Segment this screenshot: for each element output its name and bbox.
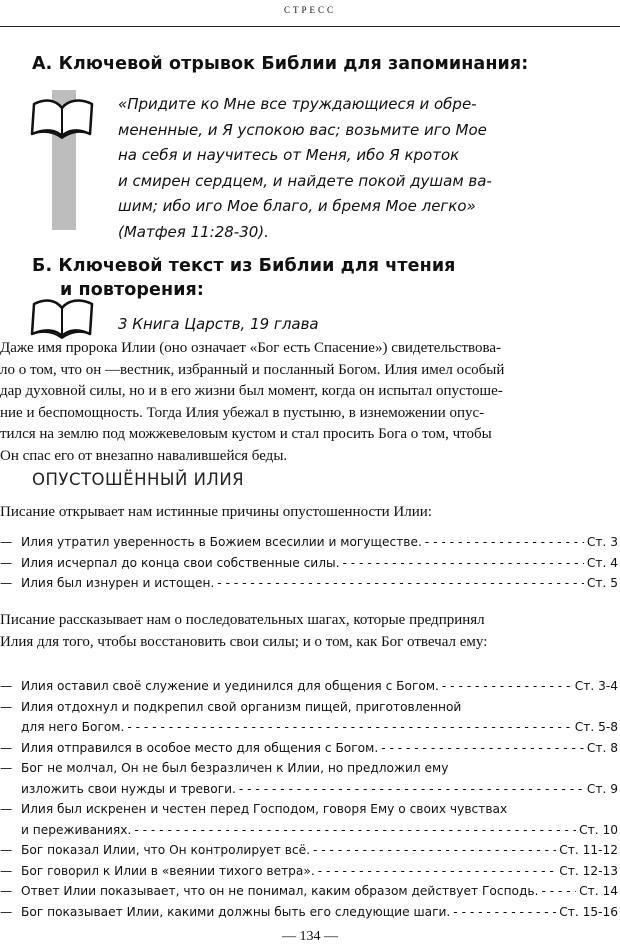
verse-line: «Придите ко Мне все труждающиеся и обре- <box>118 95 477 113</box>
list-item: — Ответ Илии показывает, что он не понимал, каким образом действует Господь. - - - Ст. 14 <box>0 881 618 902</box>
intro-line: Он спас его от внезапно навалившейся беды. <box>0 447 288 464</box>
list-item-text: Бог показал Илии, что Он контролирует всё. <box>21 843 310 857</box>
open-book-icon <box>26 294 98 344</box>
list-item: — Илия был изнурен и истощен. - - - Ст. 5 <box>0 573 618 594</box>
list-item: — Бог показал Илии, что Он контролирует всё. - - - Ст. 11-12 <box>0 840 618 861</box>
verse-ref: Ст. 5 <box>586 576 618 590</box>
list-item-text: Илия отправился в особое место для общения с Богом. <box>21 740 379 755</box>
verse-line: мененные, и Я успокою вас; возьмите иго Мое <box>118 120 487 139</box>
causes-list <box>0 532 618 594</box>
list-item: — Илия исчерпал до конца свои собственные силы. - - - Ст. 4 <box>0 553 618 574</box>
list-item-text: Бог говорил к Илии в «веянии тихого ветра». <box>21 863 315 878</box>
list-item <box>0 717 618 738</box>
list-item-first-line: — Бог не молчал, Он не был безразличен к Илии, но предложил ему <box>0 758 618 779</box>
list-item-text: Илия оставил своё служение и уединился для общения с Богом. <box>21 679 439 693</box>
steps-list <box>0 676 618 922</box>
list-item-text: и переживаниях. <box>21 822 132 837</box>
verse-line: шим; ибо иго Мое благо, и бремя Мое легко» <box>118 197 476 215</box>
verse-ref: Ст. 3 <box>586 535 618 549</box>
list-item: — Бог говорил к Илии в «веянии тихого ветра». - - - Ст. 12-13 <box>0 861 618 882</box>
list-item-text: Илия был изнурен и истощен. <box>21 576 215 590</box>
list-item-text: Ответ Илии показывает, что он не понимал, каким образом действует Господь. <box>21 884 539 898</box>
page-number: — 134 — <box>282 929 338 944</box>
verse-ref: Ст. 8 <box>586 740 618 755</box>
verse-line: и смирен сердцем, и найдете покой душам ва- <box>118 171 492 190</box>
intro-line: тился на землю под можжевеловым кустом и стал просить Бога о том, чтобы <box>0 426 492 442</box>
reading-reference: 3 Книга Царств, 19 глава <box>118 315 319 333</box>
list-item: — Бог показывает Илии, какими должны быть его следующие шаги. - - - Ст. 15-16 <box>0 902 618 923</box>
list-item-text: изложить свои нужды и тревоги. <box>21 781 236 796</box>
list-item-text: Бог не молчал, Он не был безразличен к Илии, но предложил ему <box>21 761 449 775</box>
list-item-first-line: — Илия был искренен и честен перед Господом, говоря Ему о своих чувствах <box>0 799 618 820</box>
section-b-heading-line2: и повторения: <box>60 280 204 300</box>
list-item: — Илия оставил своё служение и уединился для общения с Богом. - - - Ст. 3-4 <box>0 676 618 697</box>
list-item: — Илия отправился в особое место для общения с Богом. - - - Ст. 8 <box>0 738 618 759</box>
verse-ref: Ст. 9 <box>586 781 618 796</box>
steps-paragraph-line: Илия для того, чтобы восстановить свои силы; и о том, как Бог отвечал ему: <box>0 633 488 650</box>
list-item <box>0 820 618 841</box>
list-item-text: Бог показывает Илии, какими должны быть его следующие шаги. <box>21 904 451 919</box>
list-item <box>0 779 618 800</box>
intro-line: ло о том, что он —вестник, избранный и посланный Богом. Илия имел особый <box>0 361 505 378</box>
intro-line: дар духовной силы, но и в его жизни был момент, когда он испытал опустоше- <box>0 383 503 399</box>
section-a-heading: А. Ключевой отрывок Библии для запоминания: <box>32 54 529 74</box>
intro-line: Даже имя пророка Илии (оно означает «Бог есть Спасение») свидетельствова- <box>0 340 502 356</box>
section-b-heading-line1: Б. Ключевой текст из Библии для чтения <box>32 256 456 276</box>
verse-ref: Ст. 4 <box>586 555 618 570</box>
list-item-text: Илия утратил уверенность в Божием всесилии и могуществе. <box>21 535 422 549</box>
verse-ref: Ст. 14 <box>579 884 618 898</box>
verse-line: на себя и научитесь от Меня, ибо Я кроток <box>118 146 460 164</box>
running-header: СТРЕСС <box>283 5 336 15</box>
list-item: — Илия утратил уверенность в Божием всесилии и могуществе. - - - Ст. 3 <box>0 532 618 553</box>
memory-verse <box>118 92 518 245</box>
verse-ref: Ст. 5-8 <box>574 720 618 734</box>
verse-reference: (Матфея 11:28-30). <box>118 222 269 241</box>
list-item-text: Илия исчерпал до конца свои собственные силы. <box>21 555 340 570</box>
verse-ref: Ст. 12-13 <box>559 863 618 878</box>
steps-paragraph <box>0 610 620 653</box>
intro-line: ние и беспомощность. Тогда Илия убежал в пустыню, в изнеможении опус- <box>0 404 485 421</box>
list-item-text: Илия был искренен и честен перед Господом, говоря Ему о своих чувствах <box>21 802 508 816</box>
causes-paragraph: Писание открывает нам истинные причины опустошенности Илии: <box>0 504 432 520</box>
list-item-first-line: — Илия отдохнул и подкрепил свой организм пищей, приготовленной <box>0 697 618 718</box>
steps-paragraph-line: Писание рассказывает нам о последовательных шагах, которые предпринял <box>0 612 485 628</box>
verse-ref: Ст. 11-12 <box>559 843 618 857</box>
list-item-text: Илия отдохнул и подкрепил свой организм пищей, приготовленной <box>21 699 462 714</box>
verse-ref: Ст. 15-16 <box>559 904 618 919</box>
open-book-icon <box>26 94 98 144</box>
subheading: ОПУСТОШЁННЫЙ ИЛИЯ <box>32 470 245 489</box>
list-item-text: для него Богом. <box>21 720 125 734</box>
header-rule <box>0 26 620 27</box>
verse-ref: Ст. 3-4 <box>574 679 618 693</box>
verse-ref: Ст. 10 <box>579 822 618 837</box>
intro-paragraph <box>0 338 620 467</box>
